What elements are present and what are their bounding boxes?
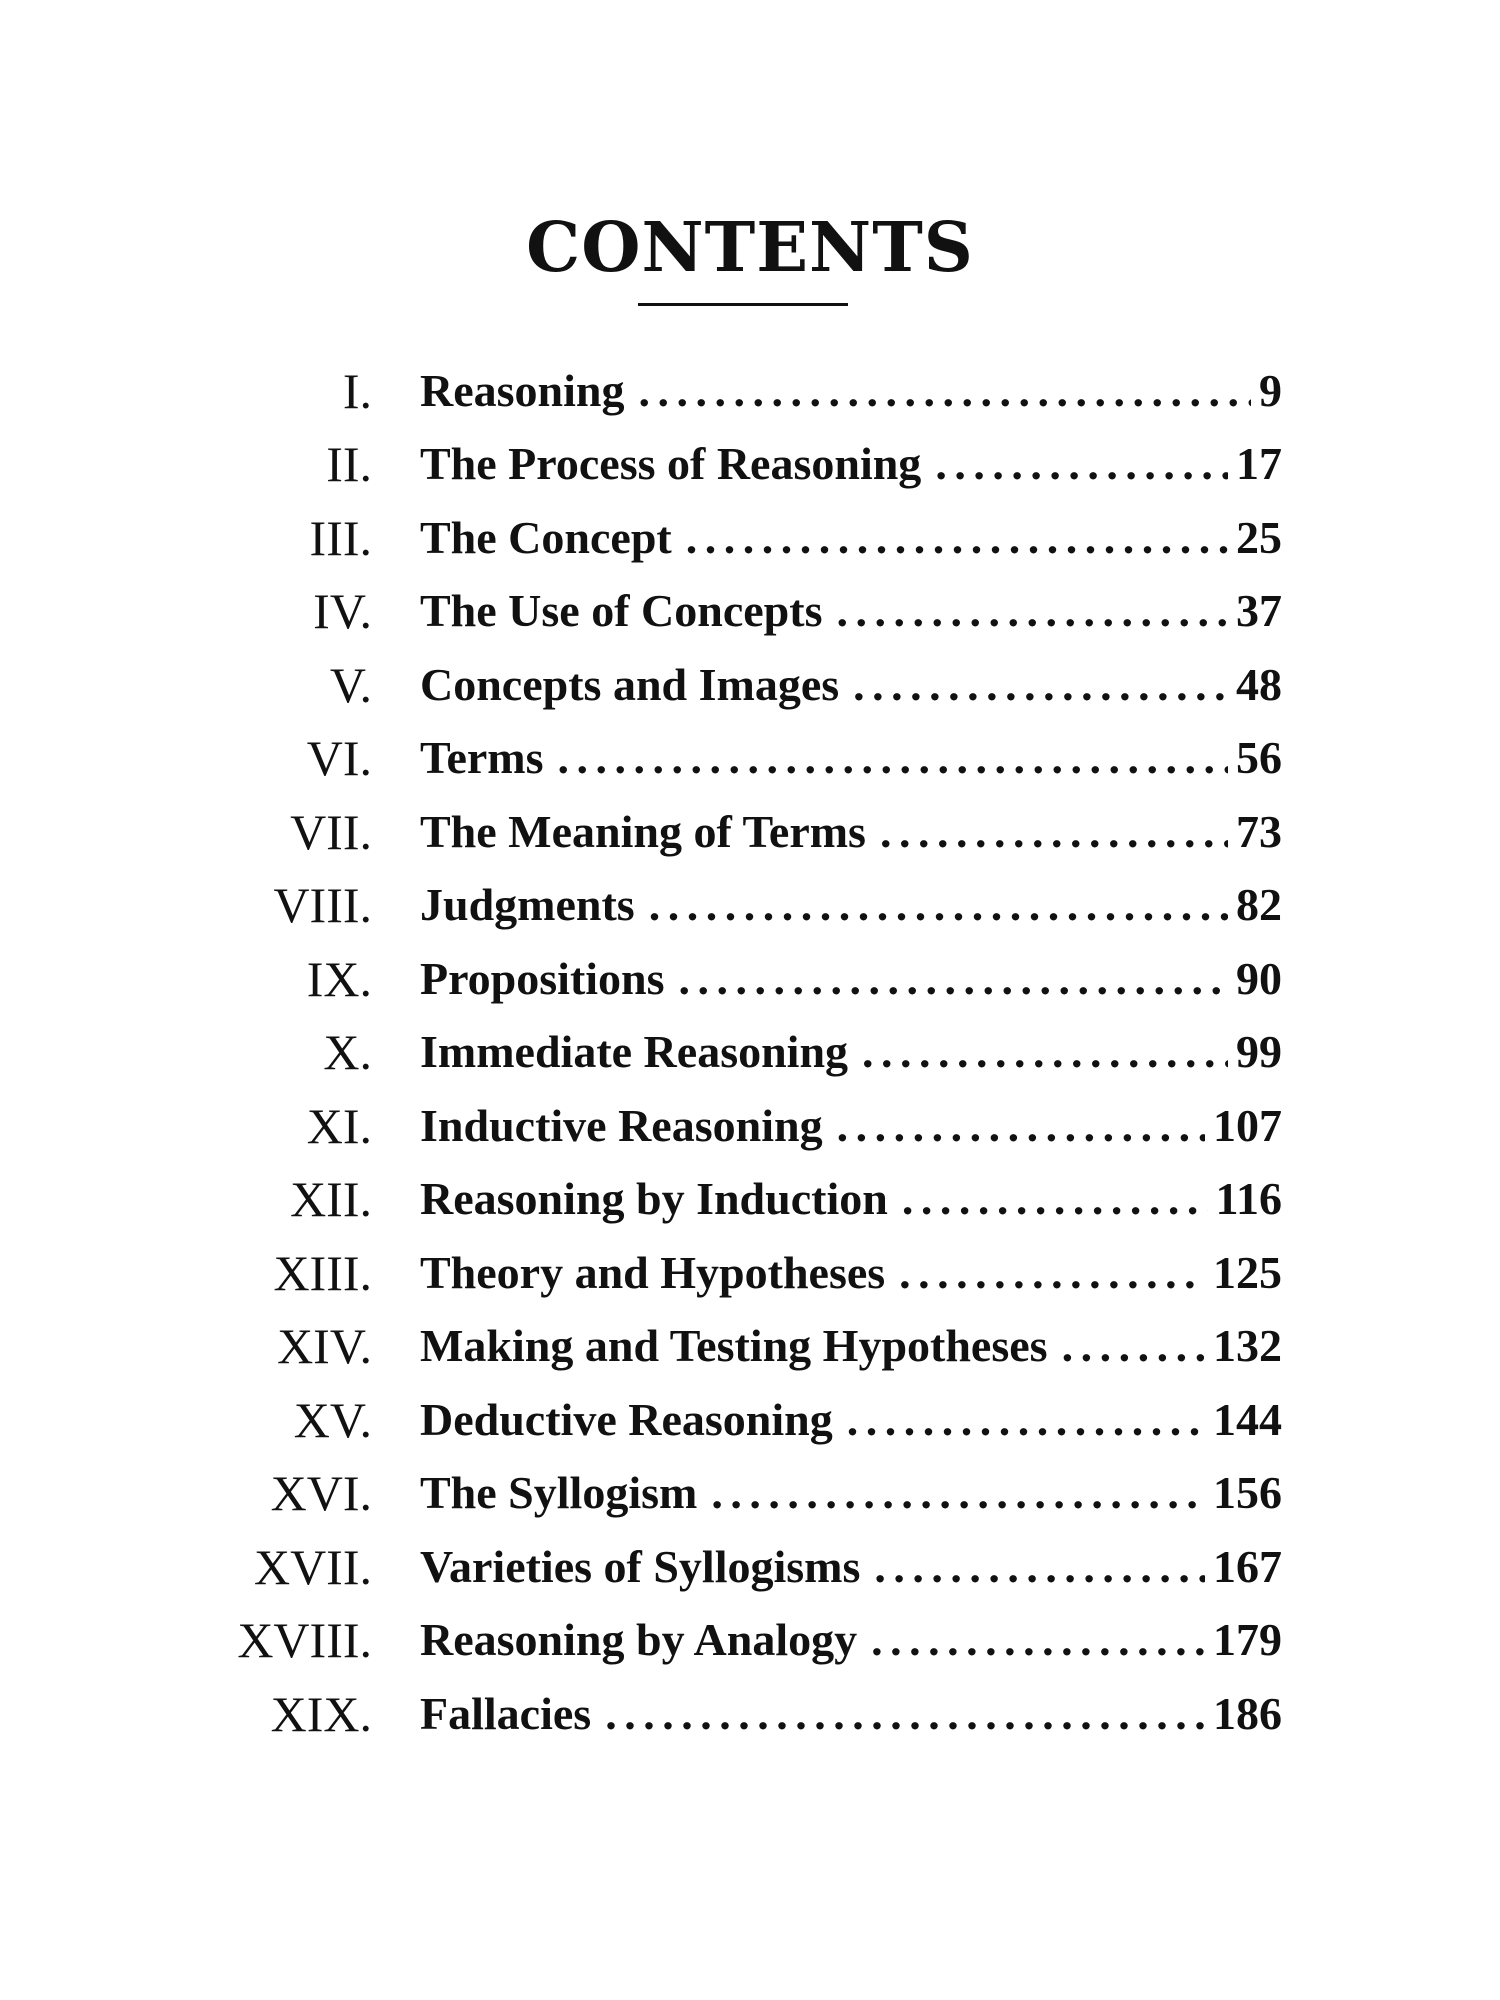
page-title: CONTENTS	[526, 207, 974, 288]
toc-entry-line	[420, 511, 1282, 563]
dot-leader	[853, 662, 1228, 708]
chapter-numeral: VII.	[290, 803, 372, 860]
chapter-numeral: X.	[323, 1024, 372, 1081]
title-divider	[638, 303, 848, 306]
chapter-numeral: XVI.	[270, 1465, 372, 1522]
table-of-contents	[0, 354, 1500, 1751]
dot-leader	[880, 809, 1228, 855]
dot-leader	[902, 1176, 1208, 1222]
chapter-title[interactable]: Terms	[420, 732, 544, 784]
toc-entry[interactable]	[0, 1089, 1500, 1163]
chapter-title[interactable]: Judgments	[420, 879, 635, 931]
chapter-title[interactable]: Reasoning	[420, 364, 625, 416]
chapter-title[interactable]: Inductive Reasoning	[420, 1099, 823, 1151]
toc-entry-line	[420, 1467, 1282, 1519]
page-number: 144	[1213, 1393, 1282, 1445]
toc-entry[interactable]	[0, 942, 1500, 1016]
toc-entry[interactable]	[0, 648, 1500, 722]
page-number: 82	[1236, 879, 1282, 931]
dot-leader	[649, 882, 1228, 928]
toc-entry-line	[420, 1393, 1282, 1445]
toc-entry[interactable]	[0, 428, 1500, 502]
toc-entry-line	[420, 364, 1282, 416]
page-number: 179	[1213, 1614, 1282, 1666]
dot-leader	[874, 1544, 1205, 1590]
dot-leader	[711, 1470, 1205, 1516]
page-number: 167	[1213, 1540, 1282, 1592]
chapter-title[interactable]: Propositions	[420, 952, 665, 1004]
chapter-numeral: III.	[309, 509, 372, 566]
toc-entry-line	[420, 658, 1282, 710]
chapter-title[interactable]: Immediate Reasoning	[420, 1026, 849, 1078]
chapter-numeral: V.	[329, 656, 372, 713]
chapter-title[interactable]: Theory and Hypotheses	[420, 1246, 886, 1298]
chapter-numeral: I.	[342, 362, 372, 419]
page-number: 99	[1236, 1026, 1282, 1078]
page-number: 186	[1213, 1687, 1282, 1739]
toc-entry-line	[420, 1246, 1282, 1298]
page-number: 125	[1213, 1246, 1282, 1298]
toc-entry[interactable]	[0, 354, 1500, 428]
chapter-numeral: VIII.	[273, 877, 372, 934]
chapter-title[interactable]: Reasoning by Analogy	[420, 1614, 858, 1666]
page-number: 73	[1236, 805, 1282, 857]
page-number: 90	[1236, 952, 1282, 1004]
toc-entry-line	[420, 1173, 1282, 1225]
dot-leader	[679, 956, 1228, 1002]
dot-leader	[686, 515, 1228, 561]
dot-leader	[638, 368, 1251, 414]
chapter-numeral: XIX.	[270, 1685, 372, 1742]
chapter-title[interactable]: The Meaning of Terms	[420, 805, 866, 857]
toc-entry-line	[420, 585, 1282, 637]
chapter-title[interactable]: Varieties of Syllogisms	[420, 1540, 861, 1592]
toc-entry-line	[420, 1320, 1282, 1372]
chapter-numeral: XII.	[290, 1171, 372, 1228]
chapter-numeral: XVIII.	[237, 1612, 372, 1669]
dot-leader	[862, 1029, 1228, 1075]
page-number: 156	[1213, 1467, 1282, 1519]
toc-entry[interactable]	[0, 1236, 1500, 1310]
chapter-numeral: XVII.	[253, 1538, 372, 1595]
chapter-title[interactable]: The Use of Concepts	[420, 585, 823, 637]
dot-leader	[1062, 1323, 1205, 1369]
toc-entry-line	[420, 438, 1282, 490]
chapter-numeral: IX.	[306, 950, 372, 1007]
chapter-numeral: VI.	[306, 730, 372, 787]
toc-entry[interactable]	[0, 1310, 1500, 1384]
toc-entry[interactable]	[0, 1457, 1500, 1531]
toc-entry-line	[420, 879, 1282, 931]
page-number: 37	[1236, 585, 1282, 637]
dot-leader	[871, 1617, 1205, 1663]
chapter-title[interactable]: Fallacies	[420, 1687, 592, 1739]
chapter-numeral: XV.	[293, 1391, 372, 1448]
dot-leader	[899, 1250, 1205, 1296]
toc-entry-line	[420, 1614, 1282, 1666]
toc-entry[interactable]	[0, 795, 1500, 869]
chapter-numeral: XIII.	[273, 1244, 372, 1301]
toc-entry[interactable]	[0, 575, 1500, 649]
toc-entry[interactable]	[0, 722, 1500, 796]
toc-entry[interactable]	[0, 1383, 1500, 1457]
toc-entry[interactable]	[0, 1016, 1500, 1090]
page-number: 48	[1236, 658, 1282, 710]
toc-entry-line	[420, 1026, 1282, 1078]
toc-entry-line	[420, 952, 1282, 1004]
toc-entry[interactable]	[0, 501, 1500, 575]
chapter-title[interactable]: Deductive Reasoning	[420, 1393, 833, 1445]
dot-leader	[605, 1691, 1205, 1737]
toc-entry[interactable]	[0, 869, 1500, 943]
dot-leader	[837, 1103, 1205, 1149]
chapter-title[interactable]: The Process of Reasoning	[420, 438, 922, 490]
toc-entry-line	[420, 1687, 1282, 1739]
chapter-numeral: IV.	[313, 583, 372, 640]
toc-entry-line	[420, 732, 1282, 784]
page-number: 132	[1213, 1320, 1282, 1372]
page-number: 116	[1215, 1173, 1282, 1225]
toc-entry[interactable]	[0, 1530, 1500, 1604]
chapter-title[interactable]: Making and Testing Hypotheses	[420, 1320, 1048, 1372]
chapter-numeral: XI.	[306, 1097, 372, 1154]
dot-leader	[836, 588, 1228, 634]
chapter-title[interactable]: Concepts and Images	[420, 658, 840, 710]
toc-entry-line	[420, 1540, 1282, 1592]
toc-entry-line	[420, 1099, 1282, 1151]
dot-leader	[847, 1397, 1205, 1443]
toc-entry-line	[420, 805, 1282, 857]
chapter-title[interactable]: Reasoning by Induction	[420, 1173, 888, 1225]
chapter-numeral: XIV.	[277, 1318, 372, 1375]
toc-entry[interactable]	[0, 1604, 1500, 1678]
dot-leader	[558, 735, 1228, 781]
page-number: 9	[1259, 364, 1282, 416]
chapter-title[interactable]: The Syllogism	[420, 1467, 698, 1519]
dot-leader	[935, 441, 1228, 487]
page-number: 107	[1213, 1099, 1282, 1151]
page-number: 25	[1236, 511, 1282, 563]
page-number: 56	[1236, 732, 1282, 784]
toc-entry[interactable]	[0, 1677, 1500, 1751]
chapter-title[interactable]: The Concept	[420, 511, 672, 563]
toc-entry[interactable]	[0, 1163, 1500, 1237]
chapter-numeral: II.	[326, 436, 372, 493]
page-number: 17	[1236, 438, 1282, 490]
